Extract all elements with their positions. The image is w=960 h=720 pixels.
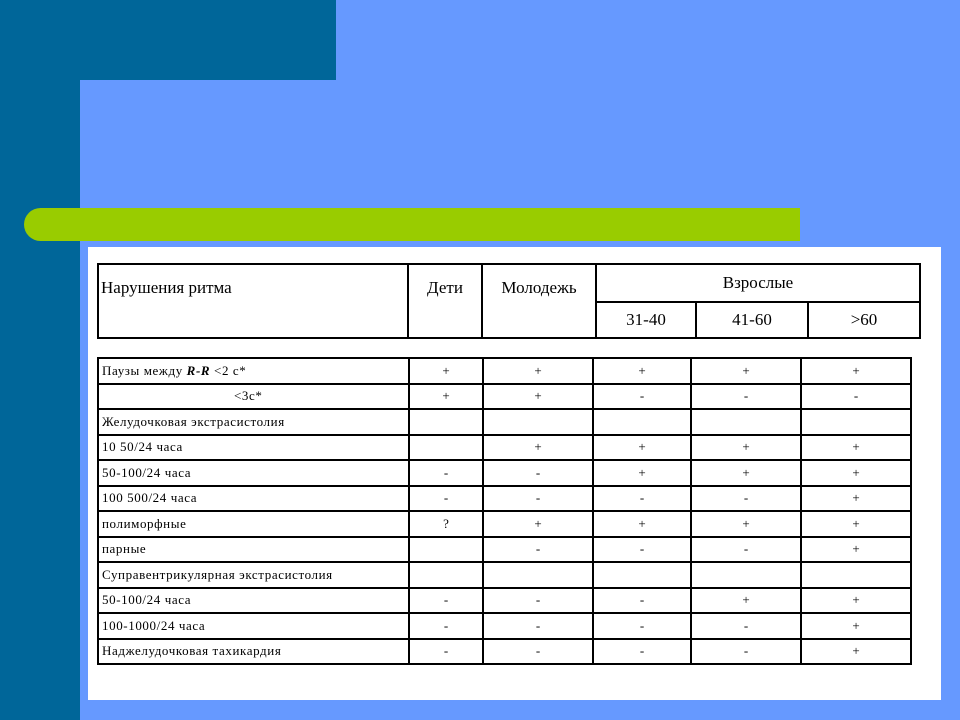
cell-adults-over-60	[801, 562, 911, 588]
cell-children	[409, 537, 483, 563]
header-disorders: Нарушения ритма	[98, 264, 408, 338]
cell-adults-over-60: +	[801, 358, 911, 384]
table-row	[98, 409, 911, 435]
table-body-panel	[88, 344, 941, 700]
row-label-text: 100-1000/24 часа	[102, 617, 206, 633]
row-label-text: Желудочковая экстрасистолия	[102, 413, 285, 429]
row-label	[98, 588, 409, 614]
cell-youth: +	[483, 435, 593, 461]
table-row	[98, 639, 911, 665]
cell-adults-41-60: -	[691, 537, 801, 563]
header-adults: Взрослые	[596, 264, 920, 302]
row-label-text: 50-100/24 часа	[102, 464, 192, 480]
cell-adults-over-60: +	[801, 511, 911, 537]
cell-adults-over-60: +	[801, 486, 911, 512]
cell-adults-over-60: +	[801, 460, 911, 486]
cell-adults-over-60: +	[801, 537, 911, 563]
cell-youth: -	[483, 460, 593, 486]
cell-adults-41-60: -	[691, 613, 801, 639]
header-age-over-60: >60	[808, 302, 920, 338]
table-body	[97, 357, 912, 665]
table-header-panel	[88, 247, 941, 344]
cell-children: -	[409, 588, 483, 614]
table-row	[98, 435, 911, 461]
row-label	[98, 562, 409, 588]
cell-adults-31-40: -	[593, 588, 691, 614]
row-label	[98, 358, 409, 384]
table-row	[98, 613, 911, 639]
cell-children: -	[409, 486, 483, 512]
row-label	[98, 486, 409, 512]
cell-children: +	[409, 384, 483, 410]
cell-adults-over-60: +	[801, 435, 911, 461]
rounded-corner	[80, 80, 120, 120]
cell-adults-over-60: +	[801, 639, 911, 665]
cell-adults-41-60: -	[691, 486, 801, 512]
row-label	[98, 409, 409, 435]
cell-adults-31-40	[593, 409, 691, 435]
cell-adults-41-60: -	[691, 384, 801, 410]
table-row	[98, 486, 911, 512]
cell-adults-41-60: +	[691, 435, 801, 461]
row-label-text: Паузы между	[102, 362, 187, 378]
cell-adults-over-60: +	[801, 613, 911, 639]
left-dark-band	[0, 0, 80, 720]
cell-youth: -	[483, 613, 593, 639]
table-row	[98, 562, 911, 588]
cell-adults-31-40: -	[593, 613, 691, 639]
cell-adults-31-40: +	[593, 460, 691, 486]
cell-adults-41-60	[691, 562, 801, 588]
cell-adults-41-60: +	[691, 588, 801, 614]
cell-youth: -	[483, 588, 593, 614]
row-label	[98, 639, 409, 665]
cell-youth: +	[483, 511, 593, 537]
table-row	[98, 511, 911, 537]
cell-adults-31-40: -	[593, 537, 691, 563]
table-row	[98, 460, 911, 486]
table-row	[98, 588, 911, 614]
cell-adults-41-60: +	[691, 511, 801, 537]
cell-adults-41-60: +	[691, 460, 801, 486]
row-label-text: полиморфные	[102, 515, 187, 531]
row-label	[98, 384, 409, 410]
header-youth: Молодежь	[482, 264, 596, 338]
cell-youth: +	[483, 384, 593, 410]
cell-youth	[483, 409, 593, 435]
cell-youth	[483, 562, 593, 588]
cell-children	[409, 409, 483, 435]
cell-adults-31-40: -	[593, 384, 691, 410]
cell-children: -	[409, 460, 483, 486]
row-label-suffix: <2 с*	[210, 362, 247, 378]
row-label-text: 50-100/24 часа	[102, 592, 192, 608]
row-label-text: 100 500/24 часа	[102, 490, 198, 506]
cell-children: ?	[409, 511, 483, 537]
header-children: Дети	[408, 264, 482, 338]
cell-adults-31-40: +	[593, 435, 691, 461]
cell-children: +	[409, 358, 483, 384]
cell-adults-41-60: -	[691, 639, 801, 665]
table-row	[98, 384, 911, 410]
row-label	[98, 537, 409, 563]
top-dark-band	[0, 0, 336, 80]
row-label	[98, 460, 409, 486]
table-header	[97, 263, 921, 339]
row-label-text: парные	[102, 541, 147, 557]
cell-adults-31-40	[593, 562, 691, 588]
cell-children: -	[409, 613, 483, 639]
row-label-text: 10 50/24 часа	[102, 439, 183, 455]
row-label-emphasis: R-R	[186, 362, 211, 378]
row-label-text: Наджелудочковая тахикардия	[102, 643, 282, 659]
cell-adults-41-60: +	[691, 358, 801, 384]
cell-adults-31-40: +	[593, 511, 691, 537]
row-label	[98, 435, 409, 461]
cell-youth: -	[483, 486, 593, 512]
cell-adults-31-40: -	[593, 639, 691, 665]
header-age-41-60: 41-60	[696, 302, 808, 338]
row-label-text: <3с*	[234, 388, 263, 404]
cell-youth: -	[483, 537, 593, 563]
cell-adults-over-60: +	[801, 588, 911, 614]
cell-children	[409, 435, 483, 461]
cell-children: -	[409, 639, 483, 665]
cell-youth: +	[483, 358, 593, 384]
cell-adults-over-60: -	[801, 384, 911, 410]
cell-youth: -	[483, 639, 593, 665]
accent-bar	[24, 208, 800, 241]
row-label-text: Суправентрикулярная экстрасистолия	[102, 566, 333, 582]
table-row	[98, 358, 911, 384]
cell-children	[409, 562, 483, 588]
row-label	[98, 511, 409, 537]
table-row	[98, 537, 911, 563]
row-label	[98, 613, 409, 639]
cell-adults-31-40: +	[593, 358, 691, 384]
cell-adults-41-60	[691, 409, 801, 435]
cell-adults-31-40: -	[593, 486, 691, 512]
cell-adults-over-60	[801, 409, 911, 435]
header-age-31-40: 31-40	[596, 302, 696, 338]
